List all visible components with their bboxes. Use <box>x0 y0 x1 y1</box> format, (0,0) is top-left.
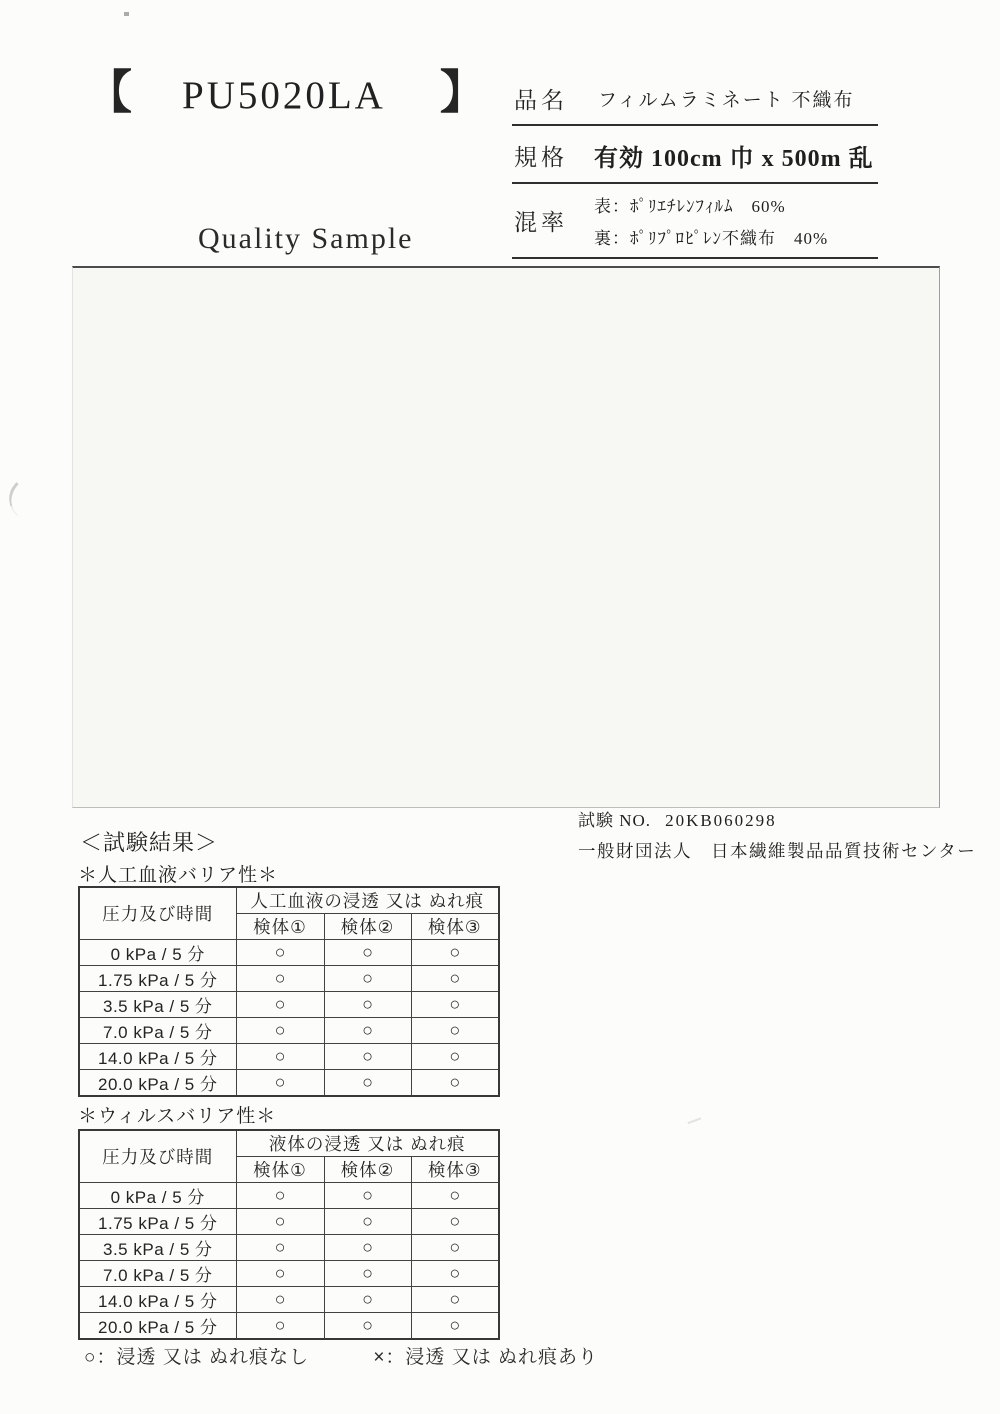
table-row <box>79 1209 499 1235</box>
pressure-time-header: 圧力及び時間 <box>79 887 236 940</box>
close-bracket: 】 <box>439 67 486 118</box>
result-cell: ○ <box>411 1209 499 1235</box>
pressure-cell: 20.0 kPa / 5 分 <box>79 1070 236 1097</box>
blood-barrier-table <box>78 886 500 1097</box>
result-cell: ○ <box>236 940 324 966</box>
sample-3-header: 検体③ <box>411 914 499 940</box>
result-cell: ○ <box>324 1070 411 1097</box>
result-cell: ○ <box>411 1018 499 1044</box>
result-cell: ○ <box>411 1044 499 1070</box>
table-row <box>79 1070 499 1097</box>
result-cell: ○ <box>324 1018 411 1044</box>
result-cell: ○ <box>236 966 324 992</box>
result-cell: ○ <box>324 1235 411 1261</box>
result-cell: ○ <box>236 992 324 1018</box>
sample-swatch-area <box>72 266 940 808</box>
table-header-row <box>79 1130 499 1157</box>
pressure-time-header: 圧力及び時間 <box>79 1130 236 1183</box>
sample-1-header: 検体① <box>236 914 324 940</box>
result-cell: ○ <box>324 1287 411 1313</box>
table-row <box>79 1018 499 1044</box>
sample-2-header: 検体② <box>324 914 411 940</box>
result-cell: ○ <box>236 1183 324 1209</box>
pressure-cell: 7.0 kPa / 5 分 <box>79 1018 236 1044</box>
pressure-cell: 14.0 kPa / 5 分 <box>79 1287 236 1313</box>
results-section-title: ＜試験結果＞ <box>80 830 219 855</box>
result-cell: ○ <box>411 1183 499 1209</box>
sample-2-header: 検体② <box>324 1157 411 1183</box>
standard-value: 有効 100cm 巾 x 500m 乱 <box>594 146 874 172</box>
organization-name: 一般財団法人 日本繊維製品品質技術センター <box>578 841 977 861</box>
test-number-label: 試験 NO. <box>578 811 652 830</box>
result-cell: ○ <box>324 1044 411 1070</box>
legend-fail: ×：浸透 又は ぬれ痕あり <box>373 1347 598 1368</box>
spec-block <box>512 76 878 259</box>
group-header: 人工血液の浸透 又は ぬれ痕 <box>236 887 499 914</box>
quality-sample-label: Quality Sample <box>198 222 414 255</box>
result-cell: ○ <box>411 1313 499 1340</box>
pressure-cell: 1.75 kPa / 5 分 <box>79 1209 236 1235</box>
pressure-cell: 1.75 kPa / 5 分 <box>79 966 236 992</box>
result-cell: ○ <box>411 1070 499 1097</box>
blend-lines <box>594 192 828 249</box>
scan-artifact <box>124 12 129 16</box>
result-cell: ○ <box>236 1018 324 1044</box>
table-row <box>79 1044 499 1070</box>
scan-artifact <box>685 1110 702 1124</box>
table-row <box>79 940 499 966</box>
result-cell: ○ <box>411 992 499 1018</box>
result-cell: ○ <box>236 1261 324 1287</box>
table-row <box>79 1313 499 1340</box>
spec-row-name <box>512 76 878 126</box>
result-cell: ○ <box>236 1209 324 1235</box>
sample-1-header: 検体① <box>236 1157 324 1183</box>
result-cell: ○ <box>324 1183 411 1209</box>
pressure-cell: 7.0 kPa / 5 分 <box>79 1261 236 1287</box>
test-number-line <box>578 806 777 831</box>
result-cell: ○ <box>411 1287 499 1313</box>
virus-barrier-table <box>78 1129 500 1340</box>
pressure-cell: 14.0 kPa / 5 分 <box>79 1044 236 1070</box>
pressure-cell: 0 kPa / 5 分 <box>79 940 236 966</box>
table-row <box>79 1261 499 1287</box>
result-cell: ○ <box>324 940 411 966</box>
document-title <box>86 67 486 118</box>
result-cell: ○ <box>236 1313 324 1340</box>
virus-barrier-caption: ＊ウィルスバリア性＊ <box>78 1106 277 1127</box>
result-cell: ○ <box>324 1261 411 1287</box>
product-code: PU5020LA <box>182 74 386 117</box>
standard-label: 規格 <box>514 145 568 170</box>
group-header: 液体の浸透 又は ぬれ痕 <box>236 1130 499 1157</box>
pressure-cell: 20.0 kPa / 5 分 <box>79 1313 236 1340</box>
result-cell: ○ <box>236 1044 324 1070</box>
table-header-row <box>79 887 499 914</box>
result-cell: ○ <box>324 1313 411 1340</box>
blend-front: 表：ﾎﾟﾘｴﾁﾚﾝﾌｨﾙﾑ 60% <box>594 197 786 216</box>
table-row <box>79 992 499 1018</box>
spec-row-standard <box>512 126 878 184</box>
pressure-cell: 3.5 kPa / 5 分 <box>79 1235 236 1261</box>
legend-pass: ○：浸透 又は ぬれ痕なし <box>84 1347 310 1368</box>
spec-row-blend <box>512 184 878 259</box>
result-cell: ○ <box>411 940 499 966</box>
result-cell: ○ <box>236 1070 324 1097</box>
pressure-cell: 3.5 kPa / 5 分 <box>79 992 236 1018</box>
pressure-cell: 0 kPa / 5 分 <box>79 1183 236 1209</box>
result-cell: ○ <box>236 1287 324 1313</box>
blend-label: 混率 <box>514 210 568 235</box>
table-row <box>79 1183 499 1209</box>
result-cell: ○ <box>324 1209 411 1235</box>
result-legend <box>84 1342 598 1369</box>
result-cell: ○ <box>411 1261 499 1287</box>
open-bracket: 【 <box>86 67 132 118</box>
table-row <box>79 1235 499 1261</box>
result-cell: ○ <box>411 1235 499 1261</box>
name-label: 品名 <box>514 88 568 113</box>
table-row <box>79 1287 499 1313</box>
test-number-value: 20KB060298 <box>665 811 777 830</box>
scan-artifact <box>0 482 33 516</box>
result-cell: ○ <box>411 966 499 992</box>
result-cell: ○ <box>324 992 411 1018</box>
result-cell: ○ <box>236 1235 324 1261</box>
blood-barrier-caption: ＊人工血液バリア性＊ <box>78 865 279 886</box>
name-value: フィルムラミネート 不織布 <box>598 90 855 111</box>
blend-back: 裏：ﾎﾟﾘﾌﾟﾛﾋﾟﾚﾝ不織布 40% <box>594 229 829 248</box>
sample-3-header: 検体③ <box>411 1157 499 1183</box>
result-cell: ○ <box>324 966 411 992</box>
table-row <box>79 966 499 992</box>
